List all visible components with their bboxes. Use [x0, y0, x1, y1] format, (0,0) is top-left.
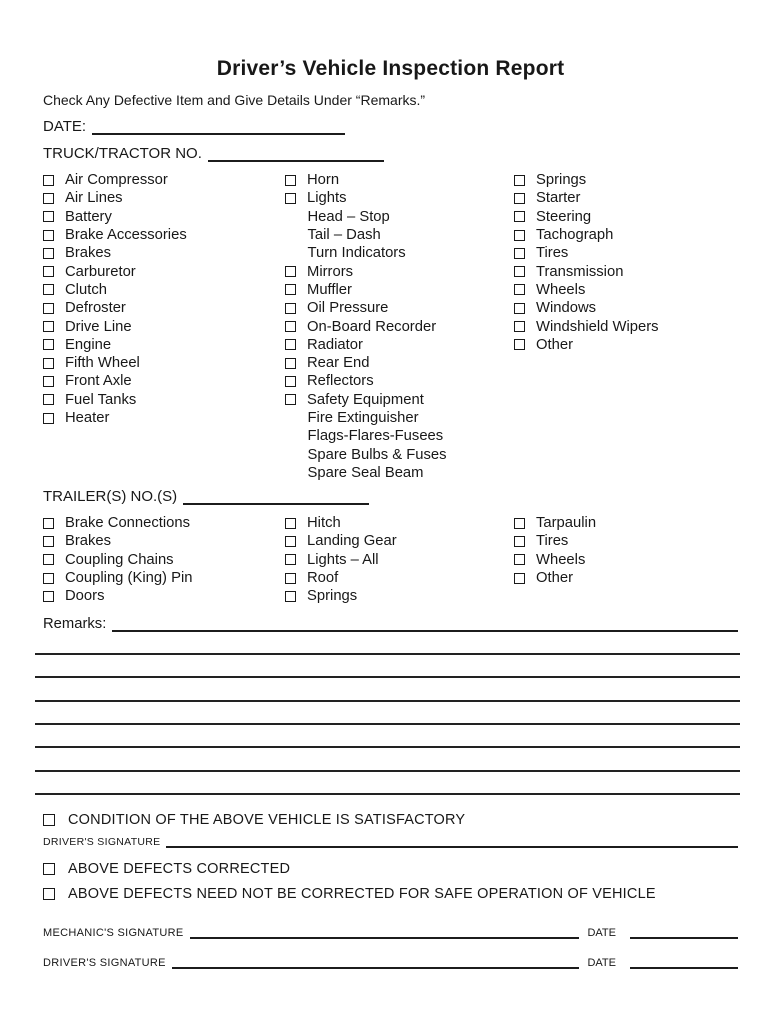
checkbox-lights-all[interactable]: [285, 554, 296, 565]
checklist-item: [514, 171, 738, 189]
checklist-item: [285, 336, 514, 354]
checkbox-on-board-recorder[interactable]: [285, 321, 296, 332]
checkbox-air-compressor[interactable]: [43, 175, 54, 186]
checklist-item: [514, 514, 738, 532]
date-input[interactable]: [92, 121, 345, 135]
checklist-item: [285, 551, 514, 569]
checklist-item: [43, 262, 285, 280]
checklist-item: [514, 532, 738, 550]
checkbox-coupling-king-pin[interactable]: [43, 573, 54, 584]
checklist-item: [514, 208, 738, 226]
checklist-subitem: [285, 409, 514, 427]
checkbox-tarpaulin[interactable]: [514, 518, 525, 529]
checklist-item: [285, 372, 514, 390]
mechanic-signature-label: MECHANIC'S SIGNATURE: [43, 927, 184, 940]
page-title: Driver’s Vehicle Inspection Report: [216, 57, 565, 80]
checklist-item-label: Oil Pressure: [307, 300, 389, 317]
checklist-item: [285, 354, 514, 372]
checkbox-springs[interactable]: [514, 175, 525, 186]
trailer-checklist-column-1: [43, 514, 285, 605]
checkbox-fifth-wheel[interactable]: [43, 358, 54, 369]
checklist-item: [514, 189, 738, 207]
checklist-item-label: Tires: [536, 533, 569, 550]
condition-satisfactory-label: CONDITION OF THE ABOVE VEHICLE IS SATISFACTORY: [68, 812, 466, 829]
checklist-item-label: Doors: [65, 588, 105, 605]
checkbox-hitch[interactable]: [285, 518, 296, 529]
checklist-item-label: Brake Accessories: [65, 227, 187, 244]
checklist-item: [43, 281, 285, 299]
checklist-item-label: Head – Stop: [307, 208, 390, 225]
mechanic-signature-input[interactable]: [190, 926, 580, 939]
checklist-item: [43, 299, 285, 317]
truck-checklist-column-1: [43, 171, 285, 482]
truck-checklist: [43, 171, 738, 482]
checkbox-safety-equipment[interactable]: [285, 394, 296, 405]
form-instructions: Check Any Defective Item and Give Details Under “Remarks.”: [43, 92, 426, 108]
checklist-subitem: [285, 208, 514, 226]
checklist-item: [285, 281, 514, 299]
checklist-item: [514, 551, 738, 569]
defects-not-corrected-row: [43, 886, 738, 902]
checklist-item: [43, 244, 285, 262]
checklist-item: [285, 189, 514, 207]
checklist-item-label: Mirrors: [307, 263, 354, 280]
checklist-item: [285, 391, 514, 409]
checklist-item-label: Steering: [536, 208, 592, 225]
checkbox-other[interactable]: [514, 339, 525, 350]
checklist-item-label: Air Lines: [65, 190, 123, 207]
checklist-subitem: [285, 226, 514, 244]
checklist-item-label: Carburetor: [65, 263, 136, 280]
trailer-number-label: TRAILER(S) NO.(S): [43, 488, 178, 506]
checkbox-carburetor[interactable]: [43, 266, 54, 277]
checklist-item-label: Horn: [307, 172, 340, 189]
checkbox-starter[interactable]: [514, 193, 525, 204]
checkbox-defroster[interactable]: [43, 303, 54, 314]
checkbox-other[interactable]: [514, 573, 525, 584]
remarks-label: Remarks:: [43, 615, 107, 632]
driver-signature-input[interactable]: [166, 835, 738, 848]
checkbox-landing-gear[interactable]: [285, 536, 296, 547]
checkbox-air-lines[interactable]: [43, 193, 54, 204]
checklist-item: [285, 171, 514, 189]
checklist-item-label: Defroster: [65, 300, 126, 317]
checklist-item: [43, 391, 285, 409]
checklist-item: [43, 409, 285, 427]
trailer-checklist-column-3: [514, 514, 738, 605]
checkbox-brakes[interactable]: [43, 536, 54, 547]
checklist-item-label: Tarpaulin: [536, 515, 597, 532]
driver-signature-row: [43, 835, 738, 848]
defects-corrected-checkbox[interactable]: [43, 863, 55, 875]
checklist-item-label: Lights: [307, 190, 347, 207]
mechanic-date-label: DATE: [587, 927, 616, 940]
checklist-item-label: Wheels: [536, 551, 586, 568]
checklist-item: [514, 262, 738, 280]
trailer-checklist: [43, 514, 738, 605]
remarks-blank-line[interactable]: [35, 702, 740, 725]
checklist-item: [43, 569, 285, 587]
checkbox-wheels[interactable]: [514, 554, 525, 565]
checkbox-muffler[interactable]: [285, 284, 296, 295]
checklist-item-label: Landing Gear: [307, 533, 397, 550]
checklist-item: [43, 171, 285, 189]
remarks-blank-line[interactable]: [35, 678, 740, 701]
checklist-item-label: Clutch: [65, 281, 107, 298]
checklist-item-label: Windshield Wipers: [536, 318, 659, 335]
remarks-blank-line[interactable]: [35, 632, 740, 655]
checkbox-windshield-wipers[interactable]: [514, 321, 525, 332]
checkbox-coupling-chains[interactable]: [43, 554, 54, 565]
checklist-item-label: Springs: [307, 588, 358, 605]
checklist-item-label: Rear End: [307, 355, 370, 372]
checkbox-fuel-tanks[interactable]: [43, 394, 54, 405]
defects-corrected-row: [43, 861, 738, 877]
condition-satisfactory-row: [43, 812, 738, 828]
checkbox-brakes[interactable]: [43, 248, 54, 259]
checklist-item-label: Radiator: [307, 336, 363, 353]
checklist-item: [43, 532, 285, 550]
checkbox-brake-connections[interactable]: [43, 518, 54, 529]
checkbox-doors[interactable]: [43, 591, 54, 602]
remarks-row: [43, 616, 738, 632]
truck-number-row: [43, 145, 738, 162]
defects-not-corrected-checkbox[interactable]: [43, 888, 55, 900]
checklist-item: [43, 226, 285, 244]
checklist-item: [514, 317, 738, 335]
checkbox-roof[interactable]: [285, 573, 296, 584]
driver-signature-bottom-label: DRIVER'S SIGNATURE: [43, 957, 166, 970]
driver-signature-bottom-input[interactable]: [172, 956, 580, 969]
checklist-item-label: Hitch: [307, 515, 341, 532]
truck-checklist-column-2: [285, 171, 514, 482]
checkbox-mirrors[interactable]: [285, 266, 296, 277]
checkbox-reflectors[interactable]: [285, 376, 296, 387]
checkbox-lights[interactable]: [285, 193, 296, 204]
checklist-item-label: Spare Seal Beam: [307, 464, 424, 481]
truck-number-input[interactable]: [208, 148, 384, 162]
checklist-item-label: Brake Connections: [65, 515, 191, 532]
checklist-item-label: Other: [536, 570, 574, 587]
remarks-blank-line[interactable]: [35, 725, 740, 748]
trailer-checklist-column-2: [285, 514, 514, 605]
driver-date-input[interactable]: [630, 956, 738, 969]
truck-number-label: TRUCK/TRACTOR NO.: [43, 145, 202, 162]
checkbox-heater[interactable]: [43, 413, 54, 424]
checklist-item-label: Fire Extinguisher: [307, 410, 419, 426]
checklist-item: [43, 587, 285, 605]
checklist-item-label: Windows: [536, 300, 597, 317]
remarks-blank-lines: [35, 632, 740, 796]
checklist-item: [43, 317, 285, 335]
driver-signature-bottom-row: [43, 956, 738, 969]
checkbox-wheels[interactable]: [514, 284, 525, 295]
remarks-blank-line[interactable]: [35, 655, 740, 678]
checklist-item: [43, 336, 285, 354]
checklist-item-label: Heater: [65, 410, 110, 426]
checklist-item: [514, 336, 738, 354]
defects-not-corrected-label: ABOVE DEFECTS NEED NOT BE CORRECTED FOR SAFE OPERATION OF VEHICLE: [68, 886, 656, 903]
checkbox-oil-pressure[interactable]: [285, 303, 296, 314]
checklist-item: [514, 226, 738, 244]
truck-checklist-column-3: [514, 171, 738, 482]
checklist-item-label: Brakes: [65, 533, 112, 550]
checklist-item-label: Starter: [536, 190, 581, 207]
checklist-item: [43, 551, 285, 569]
checklist-item-label: Flags-Flares-Fusees: [307, 428, 444, 445]
checklist-item: [43, 354, 285, 372]
date-label: DATE:: [43, 118, 87, 135]
checklist-item-label: Turn Indicators: [307, 245, 406, 262]
checklist-subitem: [285, 445, 514, 463]
condition-satisfactory-checkbox[interactable]: [43, 814, 55, 826]
checkbox-engine[interactable]: [43, 339, 54, 350]
checklist-item-label: On-Board Recorder: [307, 318, 437, 335]
checklist-item-label: Fifth Wheel: [65, 355, 140, 372]
checklist-item: [285, 532, 514, 550]
checklist-item-label: Muffler: [307, 281, 352, 298]
checkbox-steering[interactable]: [514, 211, 525, 222]
checklist-item-label: Safety Equipment: [307, 391, 424, 408]
checkbox-radiator[interactable]: [285, 339, 296, 350]
checkbox-clutch[interactable]: [43, 284, 54, 295]
checklist-item: [514, 244, 738, 262]
checklist-item: [514, 569, 738, 587]
checklist-item-label: Front Axle: [65, 373, 132, 390]
mechanic-signature-row: [43, 926, 738, 939]
mechanic-date-input[interactable]: [630, 926, 738, 939]
defects-corrected-label: ABOVE DEFECTS CORRECTED: [68, 861, 291, 878]
checklist-item-label: Drive Line: [65, 318, 132, 335]
checklist-item: [43, 208, 285, 226]
checklist-item-label: Tires: [536, 245, 569, 262]
checkbox-tachograph[interactable]: [514, 230, 525, 241]
checklist-item: [514, 299, 738, 317]
checklist-subitem: [285, 244, 514, 262]
checklist-item: [285, 299, 514, 317]
checklist-item: [43, 189, 285, 207]
checklist-subitem: [285, 464, 514, 482]
checkbox-tires[interactable]: [514, 248, 525, 259]
checklist-item-label: Tail – Dash: [307, 227, 381, 244]
checkbox-windows[interactable]: [514, 303, 525, 314]
checkbox-battery[interactable]: [43, 211, 54, 222]
checkbox-transmission[interactable]: [514, 266, 525, 277]
checkbox-brake-accessories[interactable]: [43, 230, 54, 241]
checklist-item: [285, 569, 514, 587]
checkbox-drive-line[interactable]: [43, 321, 54, 332]
remarks-blank-line[interactable]: [35, 772, 740, 795]
checklist-item-label: Reflectors: [307, 373, 374, 390]
checklist-item-label: Spare Bulbs & Fuses: [307, 446, 447, 463]
checklist-item-label: Coupling Chains: [65, 551, 174, 568]
checklist-item-label: Fuel Tanks: [65, 391, 137, 408]
driver-signature-label: DRIVER'S SIGNATURE: [43, 836, 161, 849]
checklist-subitem: [285, 427, 514, 445]
checklist-item-label: Transmission: [536, 263, 624, 280]
checkbox-tires[interactable]: [514, 536, 525, 547]
checklist-item-label: Tachograph: [536, 227, 614, 244]
checklist-item: [43, 514, 285, 532]
checkbox-horn[interactable]: [285, 175, 296, 186]
checklist-item-label: Lights – All: [307, 551, 379, 568]
checklist-item: [285, 262, 514, 280]
checklist-item-label: Wheels: [536, 281, 586, 298]
trailer-number-row: [43, 488, 738, 505]
checkbox-front-axle[interactable]: [43, 376, 54, 387]
checklist-item: [514, 281, 738, 299]
checklist-item-label: Brakes: [65, 245, 112, 262]
checklist-item-label: Springs: [536, 172, 587, 189]
checklist-item-label: Coupling (King) Pin: [65, 570, 193, 587]
checklist-item-label: Engine: [65, 336, 112, 353]
checklist-item: [285, 514, 514, 532]
remarks-blank-line[interactable]: [35, 748, 740, 771]
checklist-item-label: Other: [536, 336, 574, 353]
driver-date-label: DATE: [587, 957, 616, 970]
checklist-item-label: Battery: [65, 208, 112, 225]
checklist-item-label: Air Compressor: [65, 172, 168, 189]
checklist-item: [285, 317, 514, 335]
checklist-item: [43, 372, 285, 390]
date-row: [43, 118, 738, 135]
checkbox-rear-end[interactable]: [285, 358, 296, 369]
checklist-item: [285, 587, 514, 605]
checkbox-springs[interactable]: [285, 591, 296, 602]
remarks-input[interactable]: [112, 617, 738, 632]
checklist-item-label: Roof: [307, 570, 339, 587]
trailer-number-input[interactable]: [183, 491, 369, 505]
